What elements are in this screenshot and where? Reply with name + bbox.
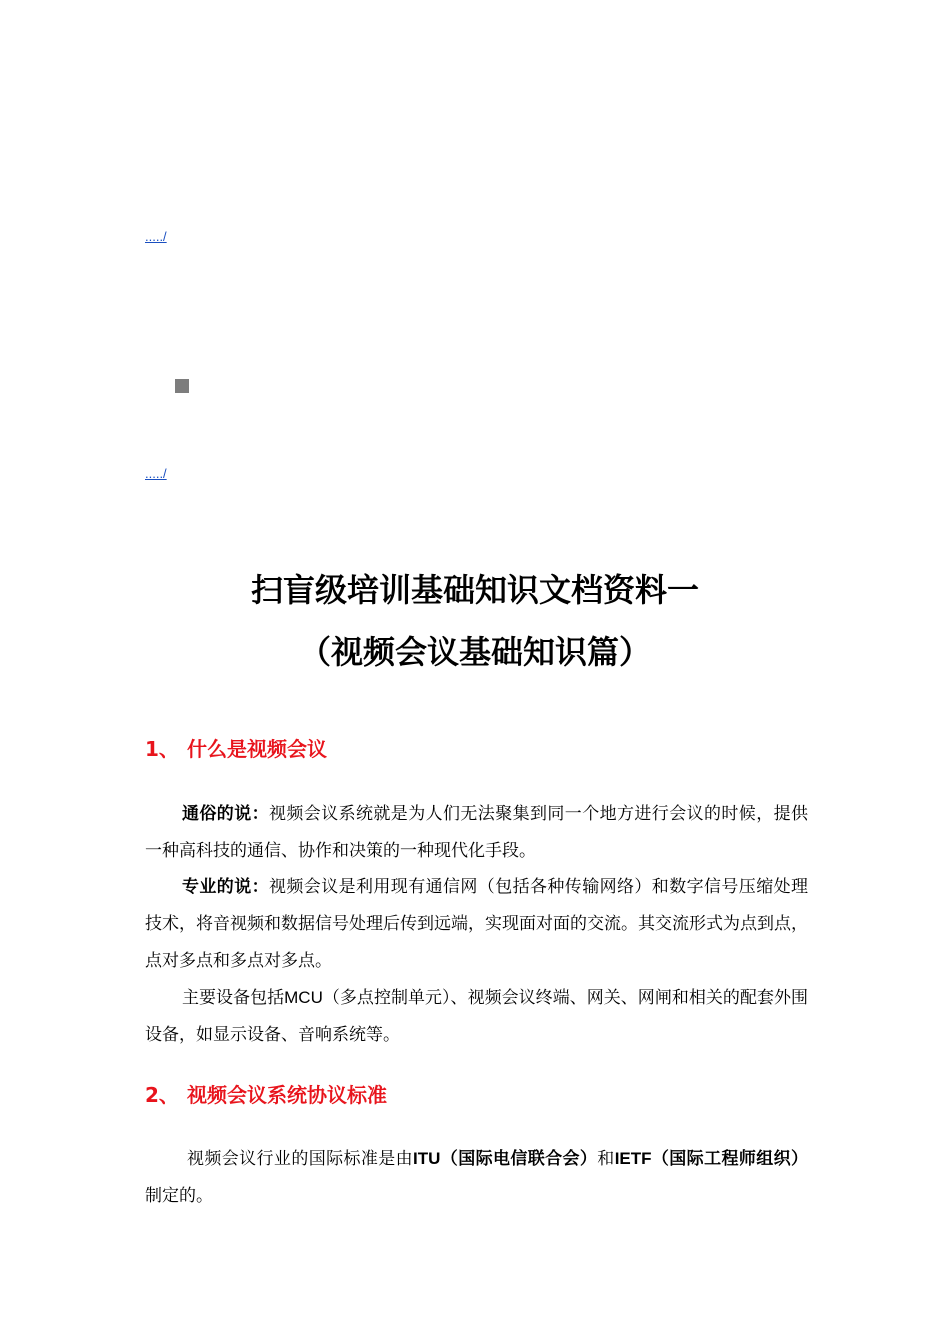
section-1-paragraph-equipment [145,979,808,1054]
section-1-paragraph-professional [145,869,808,980]
equipment-text-pre: 主要设备包括 [182,988,285,1008]
professional-label: 专业的说： [182,877,269,897]
standards-text-mid: 和 [597,1149,615,1169]
section-1-heading [145,735,327,763]
gray-square-icon [175,379,189,393]
popular-text: 视频会议系统就是为人们无法聚集到同一个地方进行会议的时候，提供一种高科技的通信、协作和决策的一种现代化手段。 [145,804,808,861]
section-2-heading [145,1081,387,1109]
popular-label: 通俗的说： [182,804,269,824]
dotted-link-1[interactable]: ...../ [145,229,167,244]
dotted-link-2[interactable]: ...../ [145,466,167,481]
section-1-number: 1、 [145,737,179,761]
document-title-line-2: （视频会议基础知识篇） [298,633,651,671]
equipment-text-post: （多点控制单元）、视频会议终端、网关、网闸和相关的配套外围设备，如显示设备、音响系统等。 [145,988,809,1045]
standards-text-post: 制定的。 [145,1186,213,1206]
section-2-title: 视频会议系统协议标准 [187,1083,387,1107]
section-2-number: 2、 [145,1083,179,1107]
equipment-mcu: MCU [284,988,323,1007]
section-1-title: 什么是视频会议 [187,737,327,761]
section-2-paragraph-standards [145,1140,808,1215]
professional-text: 视频会议是利用现有通信网（包括各种传输网络）和数字信号压缩处理技术，将音视频和数据信号处理后传到远端，实现面对面的交流。其交流形式为点到点，点对多点和多点对多点。 [145,877,808,971]
document-title-line-1: 扫盲级培训基础知识文档资料一 [250,571,699,609]
standards-ietf: IETF（国际工程师组织） [614,1149,808,1168]
section-1-paragraph-popular [145,796,808,870]
standards-text-pre: 视频会议行业的国际标准是由 [187,1149,414,1169]
standards-itu: ITU（国际电信联合会） [413,1149,598,1168]
